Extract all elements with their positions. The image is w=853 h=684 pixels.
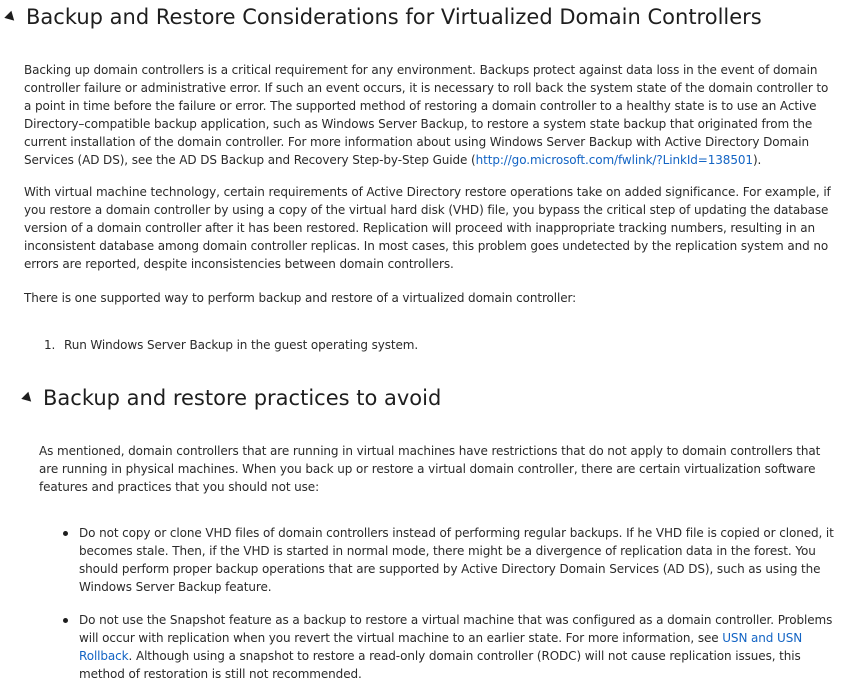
supported-way-paragraph: There is one supported way to perform backup and restore of a virtualized domain controller: <box>24 291 577 305</box>
list-item <box>63 611 848 683</box>
list-item-text: Run Windows Server Backup in the guest operating system. <box>64 338 419 352</box>
backup-guide-link[interactable]: http://go.microsoft.com/fwlink/?LinkId=138501 <box>475 153 753 167</box>
collapse-triangle-icon[interactable] <box>4 10 17 23</box>
section-heading-practices-to-avoid[interactable] <box>23 386 441 410</box>
list-item <box>44 336 824 354</box>
list-item <box>63 524 848 596</box>
restrictions-paragraph: As mentioned, domain controllers that are running in virtual machines have restrictions that do not apply to domain controllers that are running in physical machines. When you back up or restore a virtual domain controller, there are certain virtualization software features and practices that you should not use: <box>39 444 821 494</box>
section-title: Backup and Restore Considerations for Virtualized Domain Controllers <box>26 5 762 29</box>
list-item-text-end: . Although using a snapshot to restore a read-only domain controller (RODC) will not cause replication issues, this method of restoration is still not recommended. <box>79 649 801 681</box>
section-heading-backup-restore-considerations[interactable] <box>6 5 762 29</box>
list-item-text <box>79 611 848 683</box>
paragraph-text-end: ). <box>752 153 762 167</box>
section-title: Backup and restore practices to avoid <box>43 386 442 410</box>
bullet-icon <box>63 531 68 536</box>
list-item-text: Do not copy or clone VHD files of domain controllers instead of performing regular backups. If he VHD file is copied or cloned, it becomes stale. Then, if the VHD is started in normal mode, there might be a divergence of replication data in the forest. You should perform proper backup operations that are supported by Active Directory Domain Services (AD DS), such as using the Windows Server Backup feature. <box>79 526 834 594</box>
bullet-icon <box>63 618 68 623</box>
usn-rollback-link[interactable]: USN and USN Rollback <box>79 631 803 663</box>
collapse-triangle-icon[interactable] <box>21 391 34 404</box>
vhd-restore-paragraph: With virtual machine technology, certain requirements of Active Directory restore operations take on added significance. For example, if you restore a domain controller by using a copy of the virtual hard disk (VHD) file, you bypass the critical step of updating the database version of a domain controller after it has been restored. Replication will proceed with inappropriate tracking numbers, resulting in an inconsistent database among domain controller replicas. In most cases, this problem goes undetected by the replication system and no errors are reported, despite inconsistencies between domain controllers. <box>24 185 831 271</box>
paragraph-text: Backing up domain controllers is a critical requirement for any environment. Backups protect against data loss in the event of domain controller failure or administrative error. If such an event occurs, it is necessary to roll back the system state of the domain controller to a point in time before the failure or error. The supported method of restoring a domain controller to a healthy state is to use an Active Directory–compatible backup application, such as Windows Server Backup, to restore a system state backup that originated from the current installation of the domain controller. For more information about using Windows Server Backup with Active Directory Domain Services (AD DS), see the AD DS Backup and Recovery Step-by-Step Guide ( <box>24 63 829 167</box>
list-item-text-start: Do not use the Snapshot feature as a backup to restore a virtual machine that was configured as a domain controller. Problems will occur with replication when you revert the virtual machine to an earlier state. For more information, see <box>79 613 833 645</box>
intro-paragraph <box>24 61 839 169</box>
list-number: 1. <box>44 338 56 352</box>
